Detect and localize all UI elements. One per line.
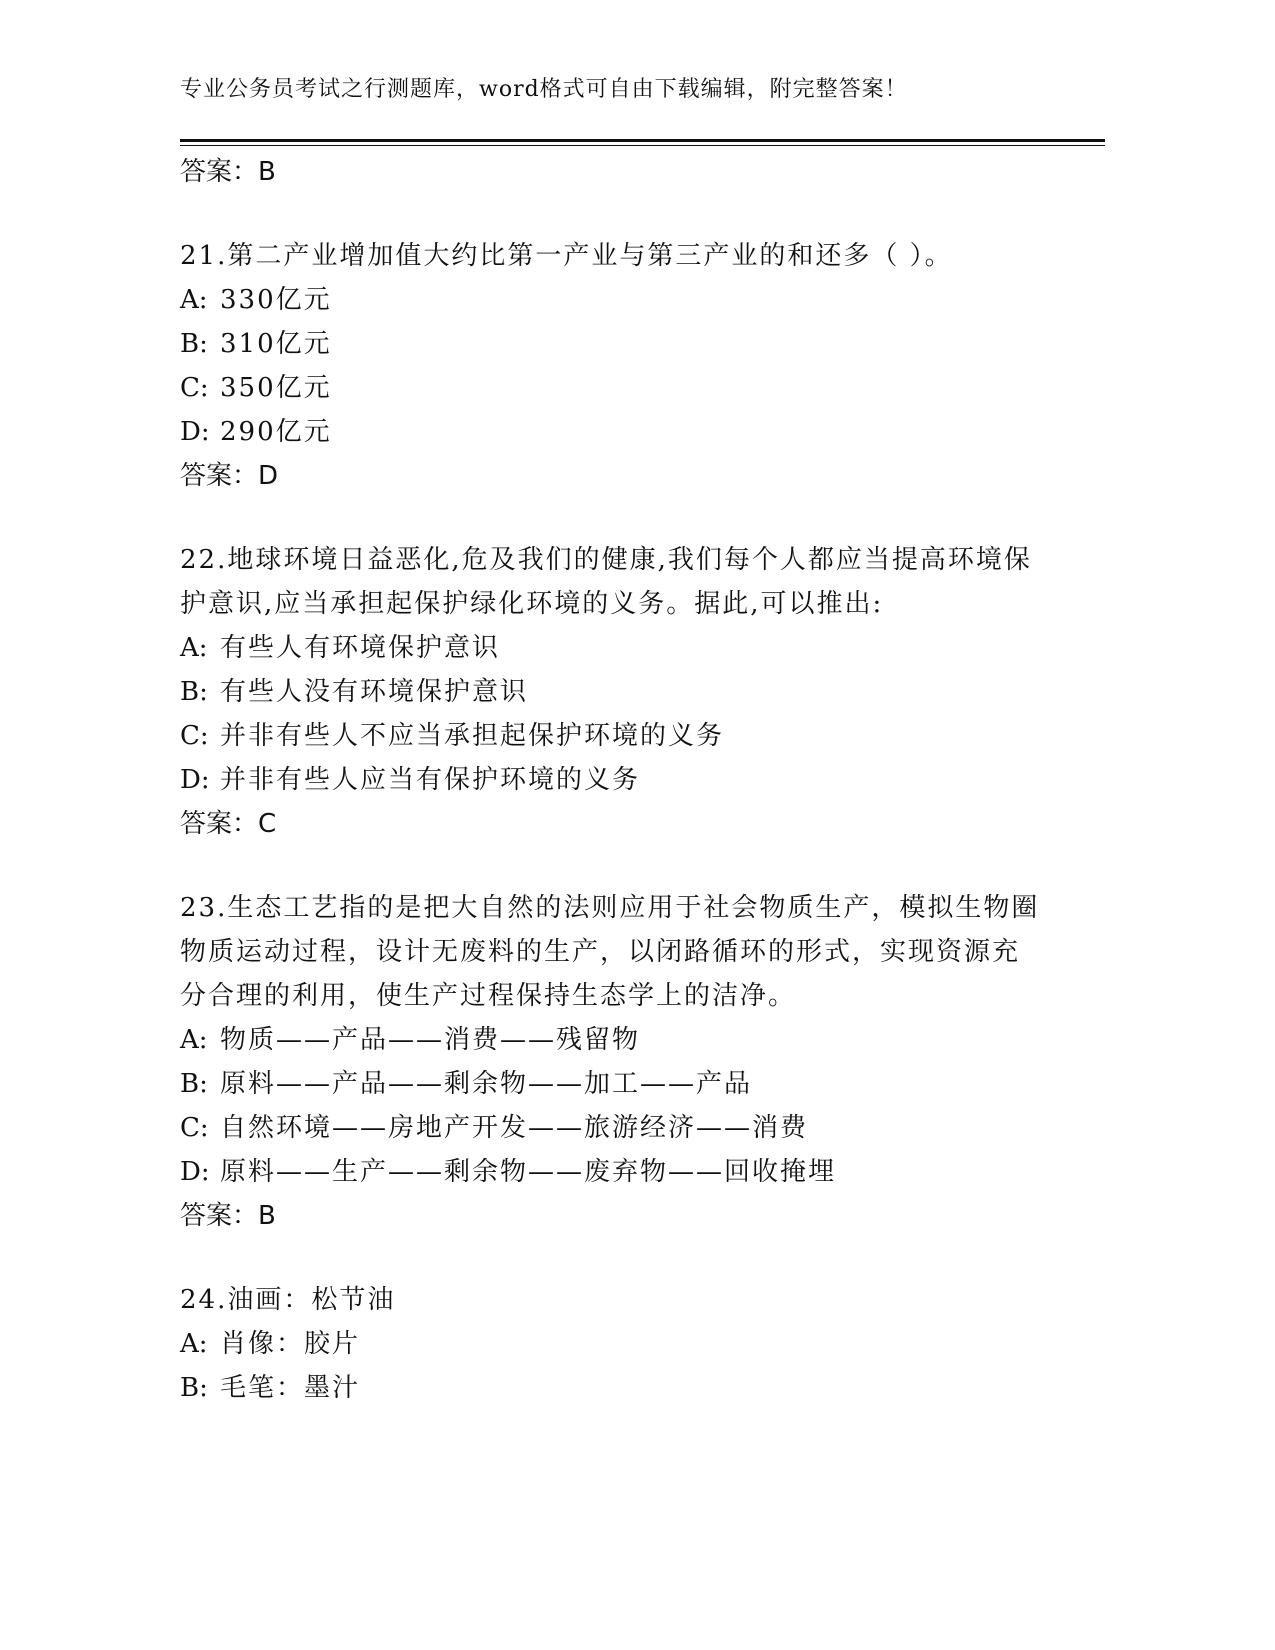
option-b — [180, 1366, 1040, 1410]
option-text: 并非有些人应当有保护环境的义务 — [220, 765, 641, 795]
option-text: 原料——生产——剩余物——废弃物——回收掩埋 — [220, 1157, 837, 1187]
question-24 — [180, 1278, 1040, 1410]
option-text: 毛笔：墨汁 — [220, 1373, 361, 1403]
option-a — [180, 1018, 1040, 1062]
option-text: 原料——产品——剩余物——加工——产品 — [220, 1069, 753, 1099]
question-list — [180, 150, 1040, 1410]
option-c — [180, 1106, 1040, 1150]
option-key: B: — [180, 1069, 208, 1099]
answer-line: 答案：B — [180, 1201, 276, 1231]
option-a — [180, 278, 1040, 322]
question-21 — [180, 234, 1040, 498]
option-c — [180, 366, 1040, 410]
option-text: 肖像：胶片 — [220, 1329, 361, 1359]
option-text: 并非有些人不应当承担起保护环境的义务 — [220, 721, 725, 751]
question-stem: 21.第二产业增加值大约比第一产业与第三产业的和还多（ ）。 — [180, 241, 953, 271]
option-text: 自然环境——房地产开发——旅游经济——消费 — [220, 1113, 809, 1143]
option-key: A: — [180, 1329, 208, 1359]
header-rule-thin — [180, 145, 1105, 146]
option-text: 350亿元 — [220, 373, 332, 403]
option-key: A: — [180, 1025, 208, 1055]
option-text: 有些人有环境保护意识 — [220, 633, 501, 663]
answer-line: 答案：D — [180, 461, 279, 491]
question-stem: 22.地球环境日益恶化,危及我们的健康,我们每个人都应当提高环境保护意识,应当承担起保护绿化环境的义务。据此,可以推出: — [180, 545, 1032, 619]
previous-answer: 答案：B — [180, 157, 276, 187]
option-key: C: — [180, 1113, 209, 1143]
option-text: 290亿元 — [220, 417, 332, 447]
option-key: A: — [180, 633, 208, 663]
question-stem: 24.油画：松节油 — [180, 1285, 396, 1315]
option-a — [180, 1322, 1040, 1366]
option-d — [180, 1150, 1040, 1194]
option-d — [180, 758, 1040, 802]
option-key: B: — [180, 677, 208, 707]
option-b — [180, 670, 1040, 714]
option-d — [180, 410, 1040, 454]
page-header: 专业公务员考试之行测题库，word格式可自由下载编辑，附完整答案！ — [180, 77, 908, 102]
option-key: C: — [180, 721, 209, 751]
option-text: 310亿元 — [220, 329, 332, 359]
option-key: A: — [180, 285, 208, 315]
question-stem: 23.生态工艺指的是把大自然的法则应用于社会物质生产，模拟生物圈物质运动过程，设计无废料的生产，以闭路循环的形式，实现资源充分合理的利用，使生产过程保持生态学上的洁净。 — [180, 893, 1040, 1011]
option-key: B: — [180, 329, 208, 359]
option-c — [180, 714, 1040, 758]
answer-line: 答案：C — [180, 809, 277, 839]
option-b — [180, 322, 1040, 366]
option-a — [180, 626, 1040, 670]
option-key: D: — [180, 417, 210, 447]
header-rule-thick — [180, 139, 1105, 142]
option-text: 有些人没有环境保护意识 — [220, 677, 529, 707]
option-text: 330亿元 — [220, 285, 332, 315]
option-text: 物质——产品——消费——残留物 — [220, 1025, 641, 1055]
question-22 — [180, 538, 1040, 846]
option-key: D: — [180, 765, 210, 795]
option-key: C: — [180, 373, 209, 403]
option-key: D: — [180, 1157, 210, 1187]
option-b — [180, 1062, 1040, 1106]
option-key: B: — [180, 1373, 208, 1403]
question-23 — [180, 886, 1040, 1238]
